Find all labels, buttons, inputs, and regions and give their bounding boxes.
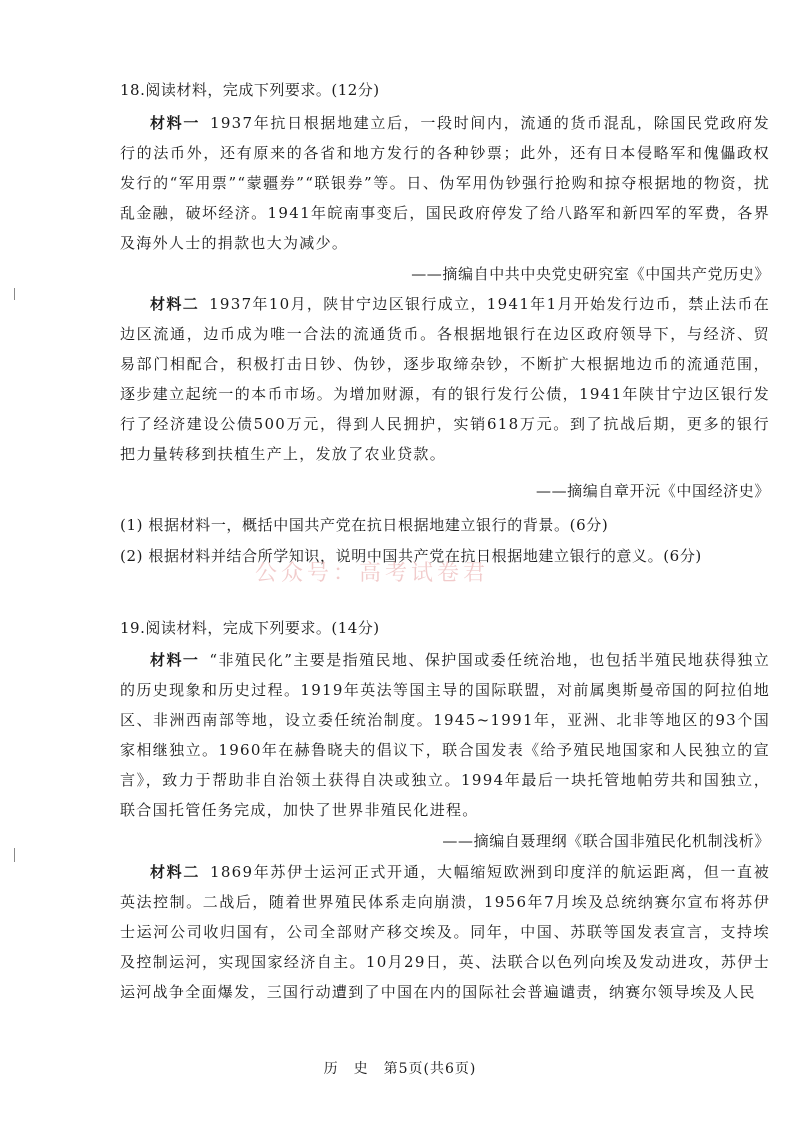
material-text: 1937年10月，陕甘宁边区银行成立，1941年1月开始发行边币，禁止法币在边区流通，边币成为唯一合法的流通货币。各根据地银行在边区政府领导下，与经济、贸易部门相配合，积极打击日钞、伪钞，逐步取缔杂钞，不断扩大根据地边币的流通范围，逐步建立起统一的本币市场。为增加财源，有的银行发行公债，1941年陕甘宁边区银行发行了经济建设公债500万元，得到人民拥护，实销618万元。到了抗战后期，更多的银行把力量转移到扶植生产上，发放了农业贷款。 <box>120 295 770 463</box>
material-label: 材料二 <box>150 295 200 313</box>
q18-material-1-source: ——摘编自中共中央党史研究室《中国共产党历史》 <box>411 265 770 283</box>
q18-subquestion-2: (2) 根据材料并结合所学知识，说明中国共产党在抗日根据地建立银行的意义。(6分) <box>120 547 702 565</box>
material-label: 材料一 <box>150 651 200 669</box>
material-label: 材料二 <box>150 863 200 881</box>
binding-mark <box>14 288 15 300</box>
q18-subquestion-1: (1) 根据材料一，概括中国共产党在抗日根据地建立银行的背景。(6分) <box>120 516 609 534</box>
q18-material-1 <box>120 108 770 258</box>
q19-material-2 <box>120 857 770 1007</box>
q19-material-1 <box>120 645 770 825</box>
material-label: 材料一 <box>150 114 200 132</box>
q18-material-2-source: ——摘编自章开沅《中国经济史》 <box>535 482 770 500</box>
material-text: 1869年苏伊士运河正式开通，大幅缩短欧洲到印度洋的航运距离，但一直被英法控制。二战后，随着世界殖民体系走向崩溃，1956年7月埃及总统纳赛尔宣布将苏伊士运河公司收归国有，公司全部财产移交埃及。同年，中国、苏联等国发表宣言，支持埃及控制运河，实现国家经济自主。10月29日，英、法联合以色列向埃及发动进攻，苏伊士运河战争全面爆发，三国行动遭到了中国在内的国际社会普遍谴责，纳赛尔领导埃及人民 <box>120 863 770 1001</box>
material-text: “非殖民化”主要是指殖民地、保护国或委任统治地，也包括半殖民地获得独立的历史现象和历史过程。1919年英法等国主导的国际联盟，对前属奥斯曼帝国的阿拉伯地区、非洲西南部等地，设立委任统治制度。1945~1991年，亚洲、北非等地区的93个国家相继独立。1960年在赫鲁晓夫的倡议下，联合国发表《给予殖民地国家和人民独立的宣言》，致力于帮助非自治领土获得自决或独立。1994年最后一块托管地帕劳共和国独立，联合国托管任务完成，加快了世界非殖民化进程。 <box>120 651 770 819</box>
page-footer: 历 史 第5页(共6页) <box>323 1061 477 1077</box>
question-19-title: 19.阅读材料，完成下列要求。(14分) <box>120 619 380 637</box>
binding-mark <box>14 848 15 862</box>
q19-material-1-source: ——摘编自聂理纲《联合国非殖民化机制浅析》 <box>442 832 770 850</box>
q18-material-2 <box>120 289 770 469</box>
question-18-title: 18.阅读材料，完成下列要求。(12分) <box>120 81 380 99</box>
material-text: 1937年抗日根据地建立后，一段时间内，流通的货币混乱，除国民党政府发行的法币外，还有原来的各省和地方发行的各种钞票；此外，还有日本侵略军和傀儡政权发行的“军用票”“蒙疆券”“联银券”等。日、伪军用伪钞强行抢购和掠夺根据地的物资，扰乱金融，破坏经济。1941年皖南事变后，国民政府停发了给八路军和新四军的军费，各界及海外人士的捐款也大为减少。 <box>120 114 770 252</box>
watermark: 公众号：高考试卷君 <box>255 561 490 586</box>
